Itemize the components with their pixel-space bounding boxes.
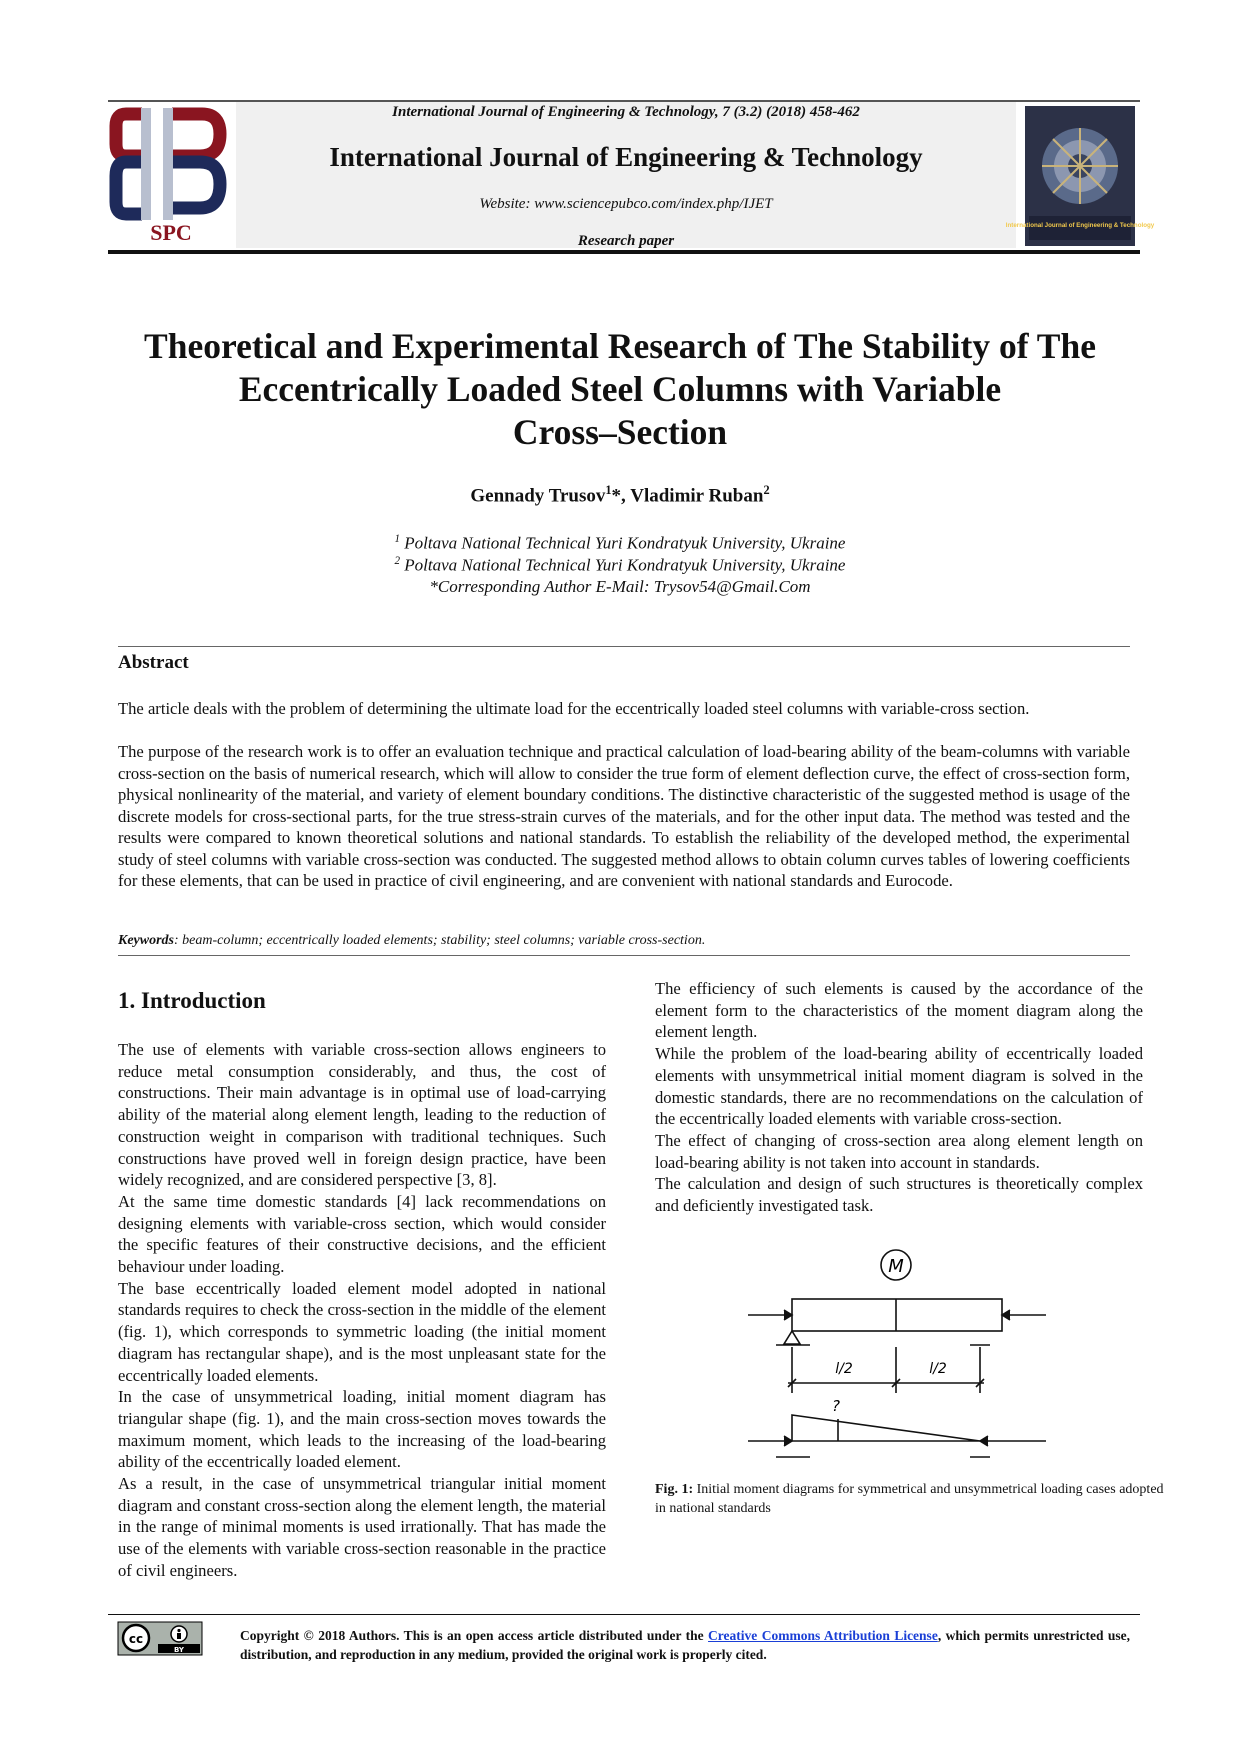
moment-label: M — [888, 1256, 904, 1277]
header-bottom-rule — [108, 250, 1140, 254]
header-top-rule — [108, 100, 1140, 102]
author-name: Vladimir Ruban — [630, 485, 764, 507]
body-paragraph: In the case of unsymmetrical loading, initial moment diagram has triangular shape (fig. 1), and the main cross-section moves towards the maximum moment, which leads to the increasing of the load-bearing ability of the eccentrically loaded element. — [118, 1387, 606, 1472]
left-column — [118, 1039, 606, 1582]
body-paragraph: The use of elements with variable cross-section allows engineers to reduce metal consumption considerably, and thus, the cost of constructions. Their main advantage is in optimal use of load-carrying ability of the material along element length, leading to the reduction of construction weight in comparison with traditional techniques. Such constructions have proved well in foreign design practice, have been widely recognized, and are considered perspective [3, 8]. — [118, 1040, 606, 1190]
body-paragraph: While the problem of the load-bearing ability of eccentrically loaded elements with unsymmetrical initial moment diagram is solved in the domestic standards, there are no recommendations on the calculation of the eccentrically loaded elements with variable cross-section. — [655, 1044, 1143, 1129]
span-label: l/2 — [929, 1361, 947, 1377]
corresponding-author: *Corresponding Author E-Mail: Trysov54@Gmail.Com — [429, 577, 811, 596]
body-paragraph: The base eccentrically loaded element model adopted in national standards requires to check the cross-section in the middle of the element (fig. 1), which corresponds to symmetric loading (the initial moment diagram has rectangular shape), and is the most unpleasant state for the eccentrically loaded elements. — [118, 1278, 606, 1385]
author-list: Gennady Trusov$^1$*, Vladimir Ruban$^2$ — [470, 483, 770, 507]
affiliation-1: $^1$ Poltava National Technical Yuri Kondratyuk University, Ukraine — [394, 533, 846, 553]
copyright-notice: Copyright © 2018 Authors. This is an open access article distributed under the Creative Commons Attribution License, which permits unrestricted use, distribution, and reproduction in any medium, provided the original work is properly cited. — [240, 1628, 1131, 1662]
footer-rule — [108, 1614, 1140, 1615]
affiliation-2: $^2$ Poltava National Technical Yuri Kondratyuk University, Ukraine — [394, 555, 846, 575]
right-column — [655, 978, 1143, 1217]
figure-1-caption: Fig. 1: Initial moment diagrams for symmetrical and unsymmetrical loading cases adopted in national standards — [655, 1482, 1164, 1516]
keywords-rule — [118, 955, 1130, 956]
article-title: Theoretical and Experimental Research of The Stability of The Eccentrically Loaded Steel Columns with Variable Cross–Section — [144, 326, 1096, 452]
journal-title: International Journal of Engineering & Technology — [329, 142, 923, 172]
article-type: Research paper — [577, 233, 675, 249]
abstract-paragraph: The article deals with the problem of determining the ultimate load for the eccentrically loaded steel columns with variable-cross section. — [118, 699, 1030, 718]
spc-logo — [112, 104, 230, 246]
cc-by-badge[interactable] — [118, 1622, 202, 1655]
question-label: ? — [832, 1397, 840, 1415]
cover-title: International Journal of Engineering & Technology — [1005, 222, 1155, 229]
figure-1-diagram — [748, 1243, 1058, 1483]
journal-citation: International Journal of Engineering & Technology, 7 (3.2) (2018) 458-462 — [392, 104, 860, 120]
abstract-heading: Abstract — [118, 652, 189, 673]
section-heading: 1. Introduction — [118, 988, 266, 1013]
journal-cover-image — [1005, 106, 1155, 246]
logo-text: SPC — [150, 220, 192, 245]
cc-icon: cc — [128, 1632, 144, 1646]
body-paragraph: The effect of changing of cross-section area along element length on load-bearing ability is not taken into account in standards. — [655, 1130, 1143, 1172]
span-label: l/2 — [835, 1361, 853, 1377]
body-paragraph: As a result, in the case of unsymmetrical triangular initial moment diagram and constant cross-section along the element length, the material in the range of minimal moments is used irrationally. That has made the use of the elements with variable cross-section reasonable in the practice of civil engineers. — [118, 1474, 606, 1580]
header-band — [236, 102, 1016, 248]
body-paragraph: The efficiency of such elements is caused by the accordance of the element form to the characteristics of the moment diagram along the element length. — [655, 979, 1143, 1042]
journal-website[interactable]: Website: www.sciencepubco.com/index.php/IJET — [479, 196, 773, 212]
body-paragraph: At the same time domestic standards [4] lack recommendations on designing elements with variable-cross section, which would consider the specific features of their constructive decisions, and the efficient behaviour under loading. — [118, 1191, 606, 1277]
body-paragraph: The calculation and design of such structures is theoretically complex and deficiently investigated task. — [655, 1174, 1143, 1216]
keywords: Keywords: beam-column; eccentrically loaded elements; stability; steel columns; variable cross-section. — [118, 933, 706, 948]
by-label: BY — [173, 1646, 185, 1654]
author-name: Gennady Trusov — [470, 485, 606, 507]
abstract-top-rule — [118, 646, 1130, 647]
abstract-paragraph: The purpose of the research work is to offer an evaluation technique and practical calculation of load-bearing ability of the beam-columns with variable cross-section on the basis of numerical research, which will allow to consider the true form of element deflection curve, the effect of cross-section form, physical nonlinearity of the material, and variety of element boundary conditions. The distinctive characteristic of the suggested method is usage of the discrete models for cross-sectional parts, for the true stress-strain curves of the materials, and for the other input data. The method was tested and the results were compared to known theoretical solutions and national standards. To establish the reliability of the developed method, the experimental study of steel columns with variable cross-section was conducted. The suggested method allows to obtain column curves tables of lowering coefficients for these elements, that can be used in practice of civil engineering, and are convenient with national standards and Eurocode. — [118, 742, 1130, 890]
license-link[interactable]: Creative Commons Attribution License — [708, 1628, 938, 1643]
